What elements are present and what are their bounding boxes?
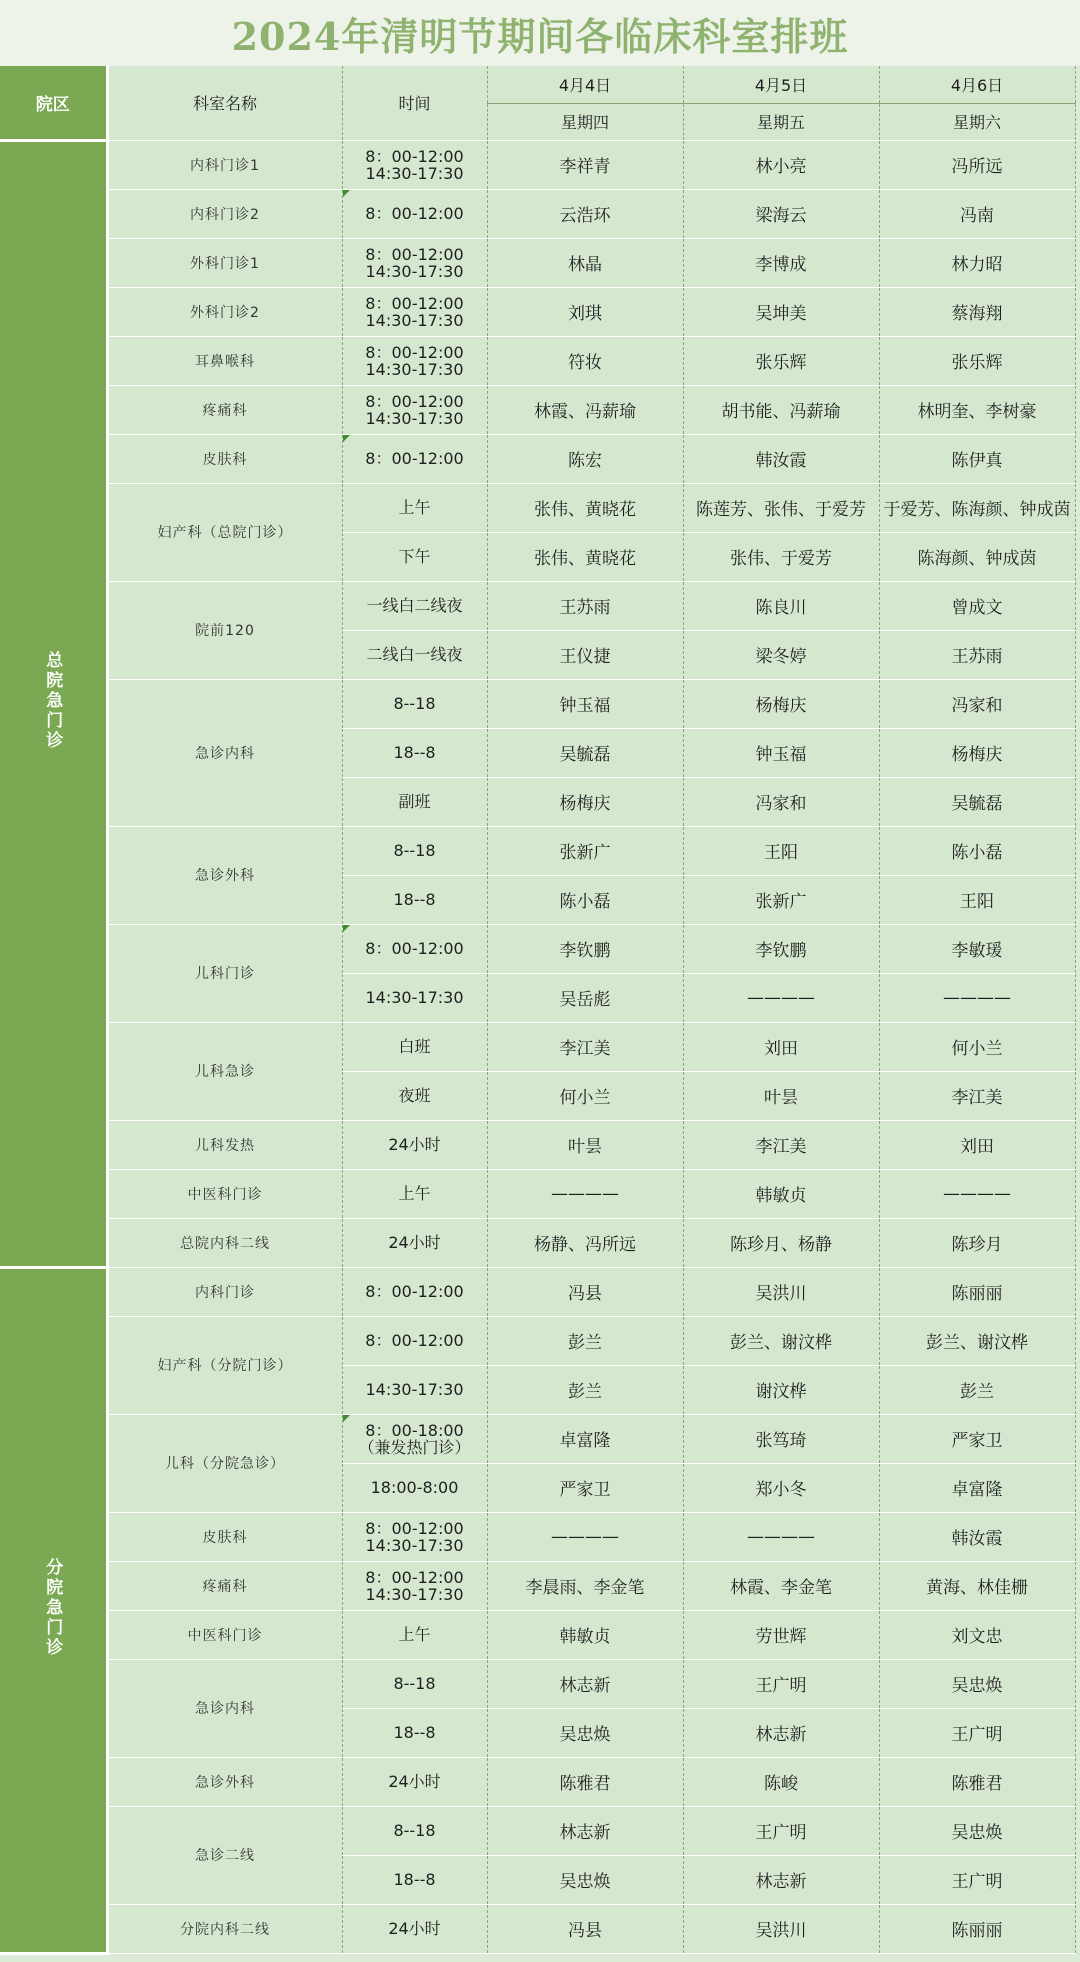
dept-name-cell: 急诊内科 <box>107 679 342 826</box>
duty-cell: ———— <box>683 973 879 1022</box>
dept-name-cell: 中医科门诊 <box>107 1610 342 1659</box>
time-cell: 18--8 <box>342 1708 487 1757</box>
duty-cell: 冯家和 <box>879 679 1075 728</box>
duty-cell: 陈珍月 <box>879 1218 1075 1267</box>
dept-name-cell: 急诊内科 <box>107 1659 342 1757</box>
duty-cell: 林晶 <box>487 238 683 287</box>
table-row <box>0 679 1075 728</box>
time-cell: 上午 <box>342 1169 487 1218</box>
duty-cell: 韩汝霞 <box>683 434 879 483</box>
dept-name-cell: 内科门诊2 <box>107 189 342 238</box>
table-row <box>0 1512 1075 1561</box>
time-cell: 8--18 <box>342 1806 487 1855</box>
duty-cell: 王苏雨 <box>487 581 683 630</box>
time-cell: 24小时 <box>342 1120 487 1169</box>
table-row <box>0 1267 1075 1316</box>
table-row <box>0 1120 1075 1169</box>
duty-cell: 陈雅君 <box>487 1757 683 1806</box>
duty-cell: 钟玉福 <box>487 679 683 728</box>
time-cell: 8：00-12:00 14:30-17:30 <box>342 336 487 385</box>
duty-cell: 张乐辉 <box>683 336 879 385</box>
dept-name-cell: 外科门诊2 <box>107 287 342 336</box>
duty-cell: 王广明 <box>879 1855 1075 1904</box>
dept-name-cell: 院前120 <box>107 581 342 679</box>
duty-cell: 彭兰 <box>487 1365 683 1414</box>
dept-name-cell: 中医科门诊 <box>107 1169 342 1218</box>
duty-cell: 陈小磊 <box>487 875 683 924</box>
duty-cell: 冯南 <box>879 189 1075 238</box>
table-row <box>0 1414 1075 1463</box>
dept-name-cell: 儿科（分院急诊） <box>107 1414 342 1512</box>
dept-name-cell: 疼痛科 <box>107 385 342 434</box>
duty-cell: 钟玉福 <box>683 728 879 777</box>
duty-cell: 韩敏贞 <box>487 1610 683 1659</box>
duty-cell: 冯县 <box>487 1267 683 1316</box>
duty-cell: 蔡海翔 <box>879 287 1075 336</box>
time-cell: 14:30-17:30 <box>342 1365 487 1414</box>
duty-cell: ———— <box>487 1512 683 1561</box>
duty-cell: ———— <box>487 1169 683 1218</box>
dept-name-cell: 儿科发热 <box>107 1120 342 1169</box>
duty-cell: 曾成文 <box>879 581 1075 630</box>
dept-name-cell: 儿科急诊 <box>107 1022 342 1120</box>
duty-cell: 李江美 <box>879 1071 1075 1120</box>
time-cell: 18--8 <box>342 1855 487 1904</box>
dept-name-cell: 皮肤科 <box>107 1512 342 1561</box>
duty-cell: 冯所远 <box>879 140 1075 189</box>
dept-name-cell: 儿科门诊 <box>107 924 342 1022</box>
duty-cell: 卓富隆 <box>879 1463 1075 1512</box>
duty-cell: 陈宏 <box>487 434 683 483</box>
dept-name-cell: 总院内科二线 <box>107 1218 342 1267</box>
header-campus: 院区 <box>0 66 107 140</box>
time-cell: 上午 <box>342 483 487 532</box>
table-row <box>0 434 1075 483</box>
campus-cell <box>0 140 107 1267</box>
duty-cell: 杨梅庆 <box>487 777 683 826</box>
table-row <box>0 1022 1075 1071</box>
time-cell: 18--8 <box>342 728 487 777</box>
table-row <box>0 826 1075 875</box>
duty-cell: 吴忠焕 <box>879 1659 1075 1708</box>
dept-name-cell: 妇产科（分院门诊） <box>107 1316 342 1414</box>
header-date: 4月6日 <box>879 66 1075 103</box>
duty-cell: 林志新 <box>487 1659 683 1708</box>
duty-cell: 陈丽丽 <box>879 1267 1075 1316</box>
time-cell: 24小时 <box>342 1904 487 1953</box>
duty-cell: 陈伊真 <box>879 434 1075 483</box>
dept-name-cell: 妇产科（总院门诊） <box>107 483 342 581</box>
duty-cell: 韩敏贞 <box>683 1169 879 1218</box>
duty-cell: 吴洪川 <box>683 1267 879 1316</box>
time-cell: 8--18 <box>342 1659 487 1708</box>
table-row <box>0 924 1075 973</box>
time-cell: 8--18 <box>342 826 487 875</box>
duty-cell: 林小亮 <box>683 140 879 189</box>
duty-cell: 吴洪川 <box>683 1904 879 1953</box>
header-weekday: 星期四 <box>487 103 683 140</box>
header-weekday: 星期六 <box>879 103 1075 140</box>
duty-cell: 张新广 <box>487 826 683 875</box>
time-cell: 8：00-18:00 （兼发热门诊） <box>342 1414 487 1463</box>
duty-cell: 叶昙 <box>683 1071 879 1120</box>
dept-name-cell: 内科门诊1 <box>107 140 342 189</box>
time-cell: 8：00-12:00 14:30-17:30 <box>342 1512 487 1561</box>
duty-cell: 李钦鹏 <box>683 924 879 973</box>
dept-name-cell: 分院内科二线 <box>107 1904 342 1953</box>
table-row <box>0 189 1075 238</box>
sheet-title: 2024年清明节期间各临床科室排班 <box>0 0 1080 66</box>
dept-name-cell: 疼痛科 <box>107 1561 342 1610</box>
duty-cell: 梁冬婷 <box>683 630 879 679</box>
time-cell: 8：00-12:00 14:30-17:30 <box>342 238 487 287</box>
time-cell: 一线白二线夜 <box>342 581 487 630</box>
table-row <box>0 1561 1075 1610</box>
header-row-dates <box>0 66 1075 103</box>
duty-cell: 王苏雨 <box>879 630 1075 679</box>
duty-cell: 刘田 <box>683 1022 879 1071</box>
table-row <box>0 287 1075 336</box>
duty-cell: 梁海云 <box>683 189 879 238</box>
duty-cell: 谢汶桦 <box>683 1365 879 1414</box>
duty-cell: 杨梅庆 <box>683 679 879 728</box>
duty-cell: 李敏瑗 <box>879 924 1075 973</box>
header-dept: 科室名称 <box>107 66 342 140</box>
duty-cell: 吴坤美 <box>683 287 879 336</box>
duty-cell: 吴忠焕 <box>487 1855 683 1904</box>
duty-cell: 符妆 <box>487 336 683 385</box>
time-cell: 夜班 <box>342 1071 487 1120</box>
time-cell: 二线白一线夜 <box>342 630 487 679</box>
duty-cell: 林志新 <box>683 1708 879 1757</box>
duty-cell: 吴忠焕 <box>879 1806 1075 1855</box>
time-cell: 副班 <box>342 777 487 826</box>
time-cell: 下午 <box>342 532 487 581</box>
schedule-table <box>0 66 1076 1955</box>
table-row <box>0 1757 1075 1806</box>
header-time: 时间 <box>342 66 487 140</box>
dept-name-cell: 皮肤科 <box>107 434 342 483</box>
table-row <box>0 140 1075 189</box>
table-row <box>0 1806 1075 1855</box>
duty-cell: 李祥青 <box>487 140 683 189</box>
duty-cell: 严家卫 <box>879 1414 1075 1463</box>
time-cell: 18:00-8:00 <box>342 1463 487 1512</box>
duty-cell: 冯县 <box>487 1904 683 1953</box>
header-date: 4月5日 <box>683 66 879 103</box>
duty-cell: 王仪捷 <box>487 630 683 679</box>
time-cell: 白班 <box>342 1022 487 1071</box>
time-cell: 8：00-12:00 14:30-17:30 <box>342 385 487 434</box>
duty-cell: 张伟、黄晓花 <box>487 532 683 581</box>
campus-cell <box>0 1267 107 1953</box>
duty-cell: 刘文忠 <box>879 1610 1075 1659</box>
duty-cell: 张新广 <box>683 875 879 924</box>
duty-cell: 叶昙 <box>487 1120 683 1169</box>
table-row <box>0 1904 1075 1953</box>
duty-cell: 林力昭 <box>879 238 1075 287</box>
table-row <box>0 483 1075 532</box>
duty-cell: 李江美 <box>683 1120 879 1169</box>
duty-cell: ———— <box>879 973 1075 1022</box>
table-row <box>0 581 1075 630</box>
duty-cell: 杨梅庆 <box>879 728 1075 777</box>
header-weekday: 星期五 <box>683 103 879 140</box>
duty-cell: 彭兰 <box>879 1365 1075 1414</box>
duty-cell: 王广明 <box>683 1659 879 1708</box>
duty-cell: 胡书能、冯薪瑜 <box>683 385 879 434</box>
duty-cell: 陈小磊 <box>879 826 1075 875</box>
duty-cell: 卓富隆 <box>487 1414 683 1463</box>
time-cell: 8：00-12:00 14:30-17:30 <box>342 140 487 189</box>
duty-cell: 林霞、李金笔 <box>683 1561 879 1610</box>
table-row <box>0 385 1075 434</box>
duty-cell: 陈丽丽 <box>879 1904 1075 1953</box>
table-row <box>0 1659 1075 1708</box>
duty-cell: 王阳 <box>683 826 879 875</box>
duty-cell: 刘田 <box>879 1120 1075 1169</box>
duty-cell: 陈珍月、杨静 <box>683 1218 879 1267</box>
time-cell: 8：00-12:00 <box>342 1316 487 1365</box>
dept-name-cell: 急诊二线 <box>107 1806 342 1904</box>
time-cell: 8：00-12:00 <box>342 189 487 238</box>
duty-cell: 何小兰 <box>879 1022 1075 1071</box>
time-cell: 8：00-12:00 14:30-17:30 <box>342 287 487 336</box>
duty-cell: 郑小冬 <box>683 1463 879 1512</box>
time-cell: 24小时 <box>342 1757 487 1806</box>
duty-cell: 陈良川 <box>683 581 879 630</box>
dept-name-cell: 急诊外科 <box>107 1757 342 1806</box>
table-row <box>0 1316 1075 1365</box>
duty-cell: 王广明 <box>879 1708 1075 1757</box>
duty-cell: 吴忠焕 <box>487 1708 683 1757</box>
duty-cell: 杨静、冯所远 <box>487 1218 683 1267</box>
table-row <box>0 238 1075 287</box>
duty-cell: ———— <box>683 1512 879 1561</box>
time-cell: 18--8 <box>342 875 487 924</box>
duty-cell: 陈莲芳、张伟、于爱芳 <box>683 483 879 532</box>
dept-name-cell: 急诊外科 <box>107 826 342 924</box>
duty-cell: 李晨雨、李金笔 <box>487 1561 683 1610</box>
duty-cell: 劳世辉 <box>683 1610 879 1659</box>
duty-cell: 何小兰 <box>487 1071 683 1120</box>
duty-cell: 张伟、于爱芳 <box>683 532 879 581</box>
duty-cell: ———— <box>879 1169 1075 1218</box>
duty-cell: 陈峻 <box>683 1757 879 1806</box>
duty-cell: 林志新 <box>683 1855 879 1904</box>
duty-cell: 严家卫 <box>487 1463 683 1512</box>
campus-label: 分院急门诊 <box>42 1557 63 1658</box>
time-cell: 24小时 <box>342 1218 487 1267</box>
duty-cell: 林志新 <box>487 1806 683 1855</box>
duty-cell: 吴毓磊 <box>879 777 1075 826</box>
duty-cell: 陈雅君 <box>879 1757 1075 1806</box>
duty-cell: 彭兰、谢汶桦 <box>879 1316 1075 1365</box>
time-cell: 8：00-12:00 <box>342 1267 487 1316</box>
duty-cell: 李博成 <box>683 238 879 287</box>
duty-cell: 林霞、冯薪瑜 <box>487 385 683 434</box>
table-row <box>0 1218 1075 1267</box>
duty-cell: 李江美 <box>487 1022 683 1071</box>
duty-cell: 彭兰、谢汶桦 <box>683 1316 879 1365</box>
time-cell: 8：00-12:00 14:30-17:30 <box>342 1561 487 1610</box>
dept-name-cell: 外科门诊1 <box>107 238 342 287</box>
time-cell: 8：00-12:00 <box>342 434 487 483</box>
duty-cell: 王广明 <box>683 1806 879 1855</box>
duty-cell: 张乐辉 <box>879 336 1075 385</box>
duty-cell: 韩汝霞 <box>879 1512 1075 1561</box>
duty-cell: 李钦鹏 <box>487 924 683 973</box>
duty-cell: 吴毓磊 <box>487 728 683 777</box>
campus-label: 总院急门诊 <box>42 651 63 751</box>
duty-cell: 彭兰 <box>487 1316 683 1365</box>
duty-cell: 张伟、黄晓花 <box>487 483 683 532</box>
table-row <box>0 336 1075 385</box>
duty-cell: 云浩环 <box>487 189 683 238</box>
duty-cell: 刘琪 <box>487 287 683 336</box>
duty-cell: 林明奎、李树豪 <box>879 385 1075 434</box>
duty-cell: 吴岳彪 <box>487 973 683 1022</box>
time-cell: 上午 <box>342 1610 487 1659</box>
duty-cell: 冯家和 <box>683 777 879 826</box>
table-row <box>0 1169 1075 1218</box>
duty-cell: 张笃琦 <box>683 1414 879 1463</box>
time-cell: 14:30-17:30 <box>342 973 487 1022</box>
header-date: 4月4日 <box>487 66 683 103</box>
dept-name-cell: 耳鼻喉科 <box>107 336 342 385</box>
duty-cell: 陈海颜、钟成茵 <box>879 532 1075 581</box>
duty-cell: 王阳 <box>879 875 1075 924</box>
table-row <box>0 1610 1075 1659</box>
duty-cell: 于爱芳、陈海颜、钟成茵 <box>879 483 1075 532</box>
dept-name-cell: 内科门诊 <box>107 1267 342 1316</box>
time-cell: 8--18 <box>342 679 487 728</box>
duty-cell: 黄海、林佳栅 <box>879 1561 1075 1610</box>
time-cell: 8：00-12:00 <box>342 924 487 973</box>
